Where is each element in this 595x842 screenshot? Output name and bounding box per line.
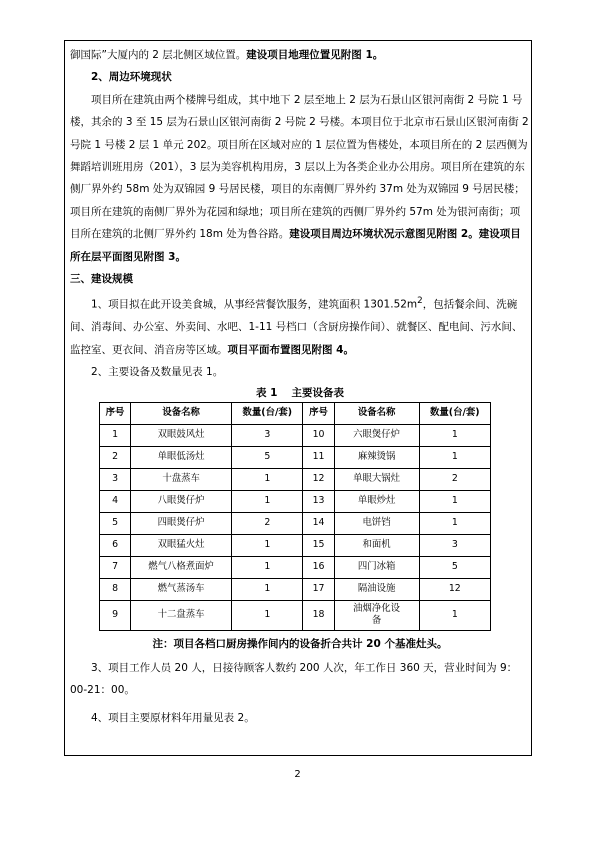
table-cell: 2 xyxy=(419,468,490,490)
table-cell: 和面机 xyxy=(334,534,419,556)
header-cell: 数量(台/套) xyxy=(232,402,303,424)
table-1-caption xyxy=(70,386,530,400)
header-cell: 设备名称 xyxy=(131,402,232,424)
table-cell: 1 xyxy=(419,424,490,446)
table-cell: 单眼大锅灶 xyxy=(334,468,419,490)
scale-item-1-areas: ，包括餐余间、洗碗间、消毒间、办公室、外卖间、水吧、1-11 号档口（含厨房操作间）、就餐区、配电间、污水间、监控室、更衣间、消音房等区域。 xyxy=(70,298,523,356)
table-cell: 四门冰箱 xyxy=(334,556,419,578)
header-cell: 设备名称 xyxy=(334,402,419,424)
section-3-heading: 三、建设规模 xyxy=(70,273,133,286)
table-cell: 单眼炒灶 xyxy=(334,490,419,512)
table-cell: 燃气八格煮面炉 xyxy=(131,556,232,578)
table-cell: 双眼鼓风灶 xyxy=(131,424,232,446)
table-cell: 1 xyxy=(100,424,131,446)
table-cell: 8 xyxy=(100,578,131,600)
table-cell: 18 xyxy=(303,600,334,630)
scale-item-1-text: 1、项目拟在此开设美食城，从事经营餐饮服务，建筑面积 1301.52m xyxy=(91,298,418,311)
table-cell: 16 xyxy=(303,556,334,578)
table-cell: 5 xyxy=(100,512,131,534)
table-header-row xyxy=(100,402,491,424)
table-cell: 17 xyxy=(303,578,334,600)
section-2-heading: 2、周边环境现状 xyxy=(91,71,172,84)
table-cell: 2 xyxy=(232,512,303,534)
scale-item-3: 3、项目工作人员 20 人，日接待顾客人数约 200 人次，年工作日 360 天，营业时间为 9：00-21：00。 xyxy=(70,661,518,696)
table-cell: 10 xyxy=(303,424,334,446)
intro-text: 御国际”大厦内的 2 层北侧区域位置。 xyxy=(70,49,247,61)
table-cell: 5 xyxy=(419,556,490,578)
table-cell: 1 xyxy=(232,600,303,630)
table-cell: 四眼煲仔炉 xyxy=(131,512,232,534)
table-row xyxy=(100,512,491,534)
table-title: 主要设备表 xyxy=(291,386,344,399)
document-body xyxy=(70,44,530,730)
table-cell: 单眼低汤灶 xyxy=(131,446,232,468)
scale-item-2: 2、主要设备及数量见表 1。 xyxy=(91,366,224,379)
table-cell: 电饼铛 xyxy=(334,512,419,534)
table-row xyxy=(100,534,491,556)
table-row xyxy=(100,424,491,446)
table-cell: 1 xyxy=(232,534,303,556)
table-cell: 11 xyxy=(303,446,334,468)
table-cell: 1 xyxy=(232,556,303,578)
table-row xyxy=(100,490,491,512)
table-cell: 1 xyxy=(419,490,490,512)
scale-item-1 xyxy=(70,290,530,361)
table-cell: 1 xyxy=(232,490,303,512)
table-cell: 六眼煲仔炉 xyxy=(334,424,419,446)
table-cell: 1 xyxy=(419,446,490,468)
intro-paragraph xyxy=(70,44,530,66)
table-row xyxy=(100,578,491,600)
table-row xyxy=(100,468,491,490)
table-cell: 15 xyxy=(303,534,334,556)
equipment-table xyxy=(99,402,491,631)
table-cell: 2 xyxy=(100,446,131,468)
table-cell: 隔油设施 xyxy=(334,578,419,600)
surroundings-paragraph xyxy=(70,89,530,268)
scale-item-4: 4、项目主要原材料年用量见表 2。 xyxy=(91,712,255,725)
table-cell: 13 xyxy=(303,490,334,512)
table-cell: 12 xyxy=(419,578,490,600)
table-note: 注：项目各档口厨房操作间内的设备折合共计 20 个基准灶头。 xyxy=(152,637,448,650)
page-number: 2 xyxy=(294,769,301,780)
table-cell: 油烟净化设备 xyxy=(334,600,419,630)
table-cell: 7 xyxy=(100,556,131,578)
table-row xyxy=(100,556,491,578)
table-cell: 6 xyxy=(100,534,131,556)
table-cell: 12 xyxy=(303,468,334,490)
header-cell: 序号 xyxy=(100,402,131,424)
header-cell: 序号 xyxy=(303,402,334,424)
table-cell: 1 xyxy=(232,468,303,490)
table-cell: 1 xyxy=(419,512,490,534)
table-cell: 双眼猛火灶 xyxy=(131,534,232,556)
surroundings-text: 项目所在建筑由两个楼牌号组成，其中地下 2 层至地上 2 层为石景山区银河南街 2 号院 1 号楼，其余的 3 至 15 层为石景山区银河南街 2 号院 2 号楼。本项目位于北京市石景山区银河南街 2 号院 1 号楼 2 层 1 单元 202。项目所在区域对应的 1 层位置为售楼处，本项目所在的 2 层西侧为舞蹈培训班用房（201），3 层为美容机构用房，3 层以上为各类企业办公用房。项目所在建筑的东侧厂界外约 58m 处为双锦园 9 号居民楼，项目的东南侧厂界外约 37m 处为双锦园 9 号居民楼；项目所在建筑的南侧厂界外为花园和绿地；项目所在建筑的西侧厂界外约 57m 处为银河南街；项目所在建筑的北侧厂界外约 18m 处为鲁谷路。 xyxy=(70,93,529,241)
table-cell: 14 xyxy=(303,512,334,534)
table-cell: 八眼煲仔炉 xyxy=(131,490,232,512)
area-unit-superscript: 2 xyxy=(417,296,423,307)
intro-figure-ref: 建设项目地理位置见附图 1。 xyxy=(246,49,384,61)
surroundings-figure-ref: 建设项目周边环境状况示意图见附图 2。建设项目所在层平面图见附图 3。 xyxy=(70,228,521,263)
table-row xyxy=(100,446,491,468)
table-row xyxy=(100,600,491,630)
table-cell: 4 xyxy=(100,490,131,512)
table-cell: 1 xyxy=(232,578,303,600)
layout-figure-ref: 项目平面布置图见附图 4。 xyxy=(227,343,354,356)
header-cell: 数量(台/套) xyxy=(419,402,490,424)
table-cell: 3 xyxy=(100,468,131,490)
table-number: 表 1 xyxy=(256,386,278,399)
table-cell: 9 xyxy=(100,600,131,630)
table-cell: 十二盘蒸车 xyxy=(131,600,232,630)
table-cell: 麻辣烫锅 xyxy=(334,446,419,468)
table-cell: 1 xyxy=(419,600,490,630)
table-cell: 5 xyxy=(232,446,303,468)
table-cell: 十盘蒸车 xyxy=(131,468,232,490)
table-cell: 燃气蒸汤车 xyxy=(131,578,232,600)
table-cell: 3 xyxy=(419,534,490,556)
table-cell: 3 xyxy=(232,424,303,446)
